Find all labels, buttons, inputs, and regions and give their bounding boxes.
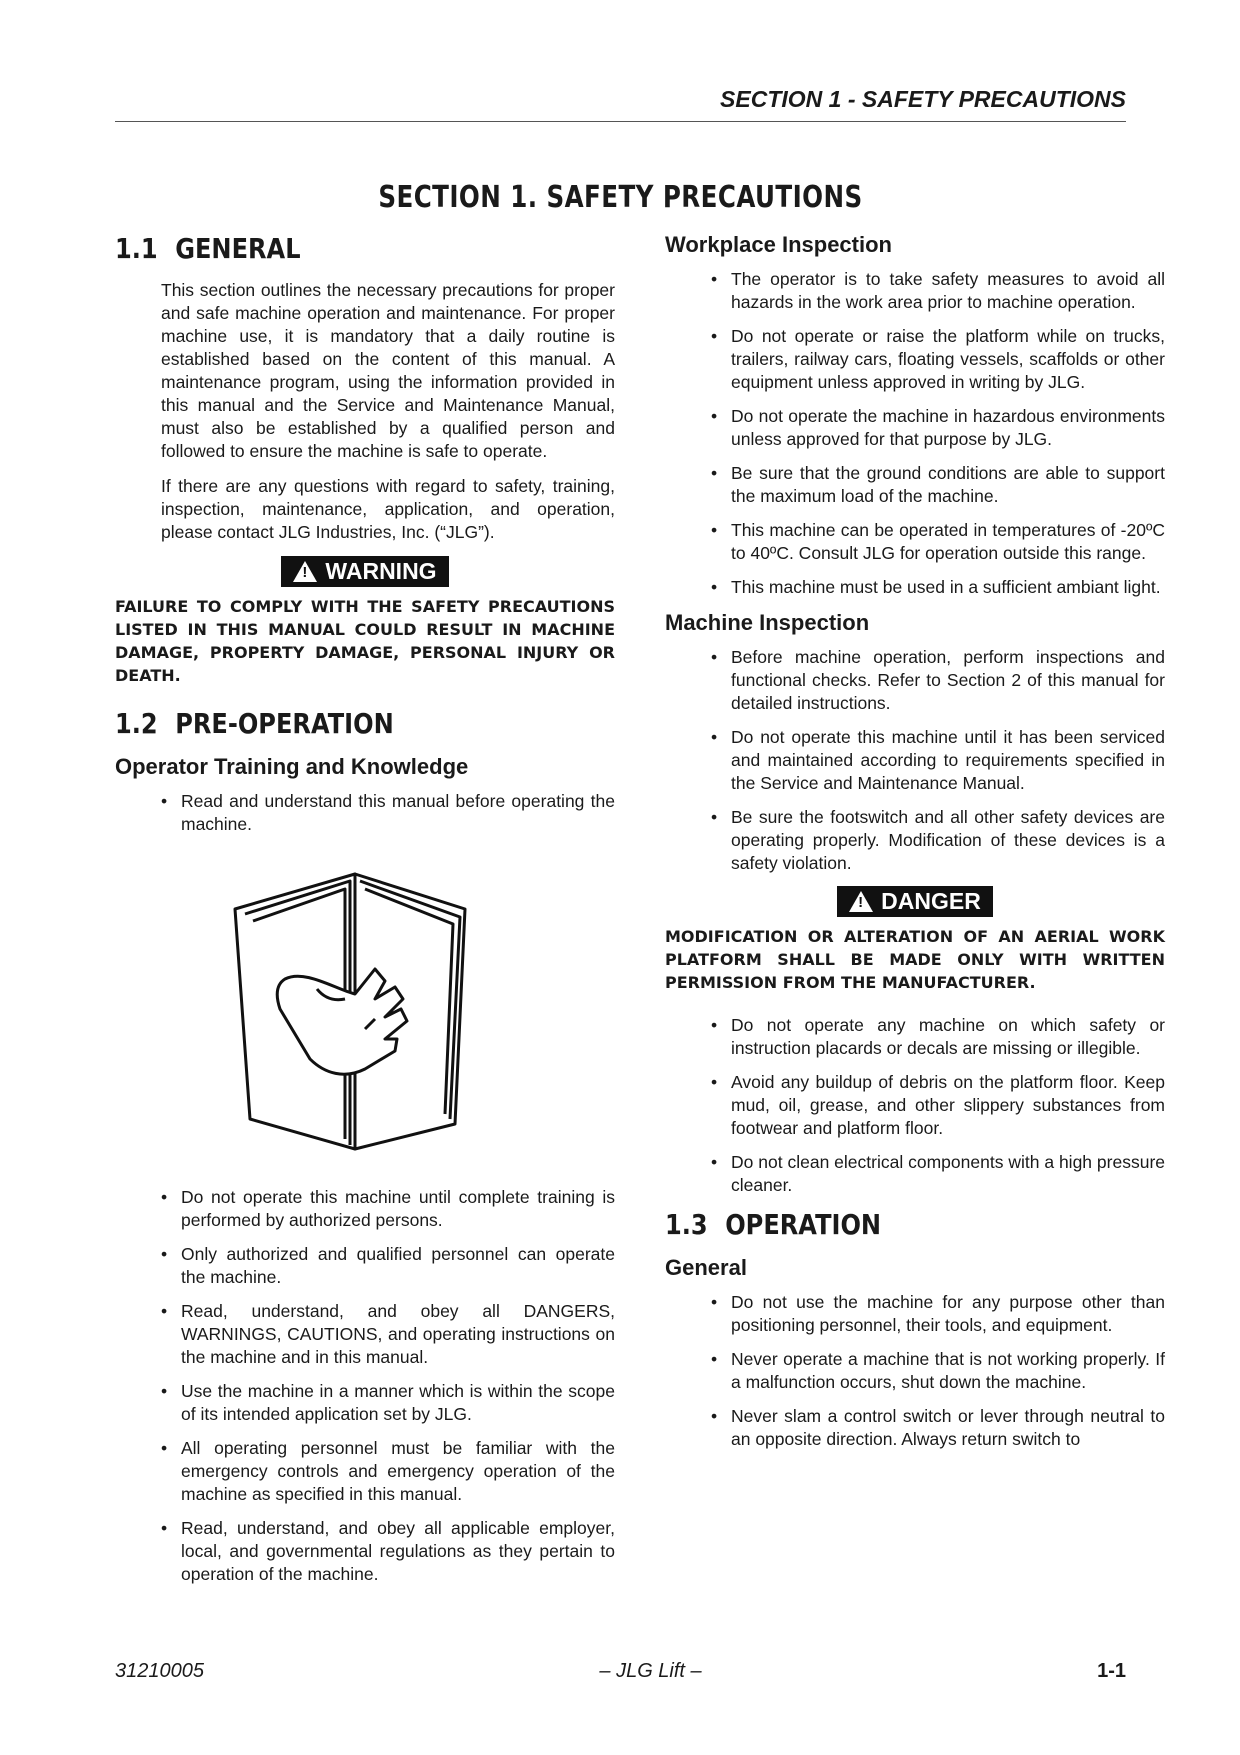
list-item: • This machine must be used in a sufficient ambiant light. [711,576,1165,599]
section-number: 1.2 [115,707,158,740]
list-item: • Do not use the machine for any purpose other than positioning personnel, their tools, and equipment. [711,1291,1165,1337]
list-item: • Do not operate this machine until it has been serviced and maintained according to requirements specified in the Service and Maintenance Manual. [711,726,1165,795]
workplace-inspection-heading: Workplace Inspection [665,232,892,257]
machine-inspection-bullets-after [665,1014,1165,1197]
section-1-1-heading [115,232,545,265]
danger-triangle-icon [849,891,873,912]
section-number: 1.1 [115,232,158,265]
list-item: • Never operate a machine that is not working properly. If a malfunction occurs, shut down the machine. [711,1348,1165,1394]
list-item: • Do not operate or raise the platform while on trucks, trailers, railway cars, floating vessels, scaffolds or other equipment unless approved in writing by JLG. [711,325,1165,394]
page-number: 1-1 [1097,1660,1126,1682]
list-item: • Do not operate the machine in hazardous environments unless approved for that purpose by JLG. [711,405,1165,451]
running-header: SECTION 1 - SAFETY PRECAUTIONS [115,86,1126,122]
danger-label-text: DANGER [881,888,981,914]
section-1-3-heading [665,1208,1095,1241]
training-bullets-b [115,1186,615,1586]
warning-text: FAILURE TO COMPLY WITH THE SAFETY PRECAUTIONS LISTED IN THIS MANUAL COULD RESULT IN MACHINE DAMAGE, PROPERTY DAMAGE, PERSONAL INJURY OR DEATH. [115,597,615,685]
section-title: PRE-OPERATION [175,707,394,740]
section-title: OPERATION [725,1208,882,1241]
list-item: • Be sure the footswitch and all other safety devices are operating properly. Modification of these devices is a safety violation. [711,806,1165,875]
list-item: • Use the machine in a manner which is within the scope of its intended application set by JLG. [161,1380,615,1426]
right-column [665,232,1165,1462]
list-item: • This machine can be operated in temperatures of -20ºC to 40ºC. Consult JLG for operation outside this range. [711,519,1165,565]
list-item: • The operator is to take safety measures to avoid all hazards in the work area prior to machine operation. [711,268,1165,314]
operator-training-heading: Operator Training and Knowledge [115,754,469,779]
machine-inspection-heading: Machine Inspection [665,610,870,635]
list-item: • Avoid any buildup of debris on the platform floor. Keep mud, oil, grease, and other slippery substances from footwear and platform floor. [711,1071,1165,1140]
danger-text: MODIFICATION OR ALTERATION OF AN AERIAL WORK PLATFORM SHALL BE MADE ONLY WITH WRITTEN PERMISSION FROM THE MANUFACTURER. [665,927,1165,992]
section-1-2-heading [115,707,545,740]
operation-bullets [665,1291,1165,1451]
general-paragraphs [115,279,615,544]
manual-reading-illustration-icon [225,869,525,1159]
section-number: 1.3 [665,1208,708,1241]
list-item: • Be sure that the ground conditions are able to support the maximum load of the machine. [711,462,1165,508]
list-item: • Do not operate any machine on which safety or instruction placards or decals are missing or illegible. [711,1014,1165,1060]
list-item: • Read and understand this manual before operating the machine. [161,790,615,836]
list-item: • Do not clean electrical components with a high pressure cleaner. [711,1151,1165,1197]
paragraph: This section outlines the necessary precautions for proper and safe machine operation and maintenance. For proper machine use, it is mandatory that a daily routine is established based on the content of this manual. A maintenance program, using the information provided in this manual and the Service and Maintenance Manual, must also be established by a qualified person and followed to ensure the machine is safe to operate. [161,280,615,461]
warning-banner [115,556,615,587]
list-item: • Only authorized and qualified personnel can operate the machine. [161,1243,615,1289]
list-item: • All operating personnel must be familiar with the emergency controls and emergency operation of the machine as specified in this manual. [161,1437,615,1506]
page-title: SECTION 1. SAFETY PRECAUTIONS [378,180,863,215]
danger-banner [665,886,1165,917]
footer-center: – JLG Lift – [599,1660,702,1682]
doc-number: 31210005 [115,1660,204,1682]
warning-triangle-icon [293,561,317,582]
training-bullets-a [115,790,615,836]
machine-inspection-bullets [665,646,1165,875]
list-item: • Do not operate this machine until complete training is performed by authorized persons. [161,1186,615,1232]
running-footer [115,1660,1126,1683]
warning-label-text: WARNING [325,558,437,584]
danger-label [837,886,993,917]
workplace-bullets [665,268,1165,599]
paragraph: If there are any questions with regard to safety, training, inspection, maintenance, application, and operation, please contact JLG Industries, Inc. (“JLG”). [161,476,615,542]
list-item: • Never slam a control switch or lever through neutral to an opposite direction. Always return switch to [711,1405,1165,1451]
section-title: GENERAL [175,232,301,265]
operation-general-heading: General [665,1255,747,1280]
list-item: • Read, understand, and obey all DANGERS, WARNINGS, CAUTIONS, and operating instructions on the machine and in this manual. [161,1300,615,1369]
left-column [115,232,615,1597]
list-item: • Read, understand, and obey all applicable employer, local, and governmental regulations as they pertain to operation of the machine. [161,1517,615,1586]
warning-label [281,556,448,587]
list-item: • Before machine operation, perform inspections and functional checks. Refer to Section 2 of this manual for detailed instructions. [711,646,1165,715]
